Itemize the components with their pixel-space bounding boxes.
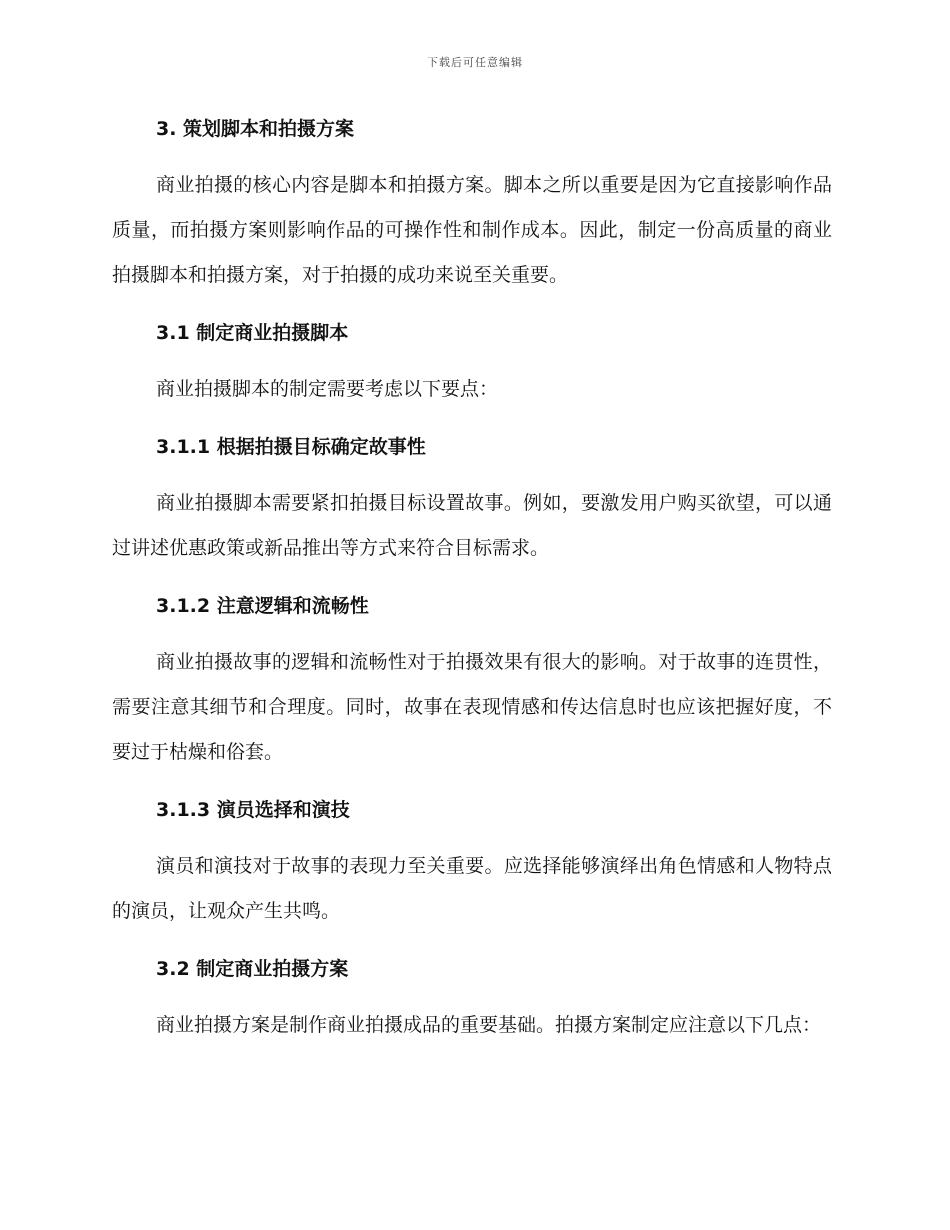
paragraph-intro: 商业拍摄的核心内容是脚本和拍摄方案。脚本之所以重要是因为它直接影响作品质量，而拍摄方案则影响作品的可操作性和制作成本。因此，制定一份高质量的商业拍摄脚本和拍摄方案，对于拍摄的成功来说至关重要。	[112, 174, 832, 286]
heading-section-3-1-3: 3.1.3 演员选择和演技	[156, 799, 350, 821]
heading-section-3-1: 3.1 制定商业拍摄脚本	[156, 322, 349, 344]
heading-section-3-2: 3.2 制定商业拍摄方案	[156, 958, 349, 980]
heading-section-3-1-2: 3.1.2 注意逻辑和流畅性	[156, 595, 369, 617]
paragraph-plan: 商业拍摄方案是制作商业拍摄成品的重要基础。拍摄方案制定应注意以下几点：	[156, 1014, 822, 1036]
paragraph-story: 商业拍摄脚本需要紧扣拍摄目标设置故事。例如，要激发用户购买欲望，可以通过讲述优惠政策或新品推出等方式来符合目标需求。	[112, 492, 832, 559]
page-header: 下载后可任意编辑	[427, 56, 523, 69]
paragraph-actors: 演员和演技对于故事的表现力至关重要。应选择能够演绎出角色情感和人物特点的演员，让观众产生共鸣。	[112, 855, 832, 922]
paragraph-script-points: 商业拍摄脚本的制定需要考虑以下要点：	[156, 378, 499, 400]
heading-section-3-1-1: 3.1.1 根据拍摄目标确定故事性	[156, 436, 426, 458]
document-body	[112, 106, 832, 1060]
heading-section-3: 3. 策划脚本和拍摄方案	[156, 118, 355, 140]
paragraph-logic: 商业拍摄故事的逻辑和流畅性对于拍摄效果有很大的影响。对于故事的连贯性，需要注意其细节和合理度。同时，故事在表现情感和传达信息时也应该把握好度，不要过于枯燥和俗套。	[112, 651, 832, 763]
